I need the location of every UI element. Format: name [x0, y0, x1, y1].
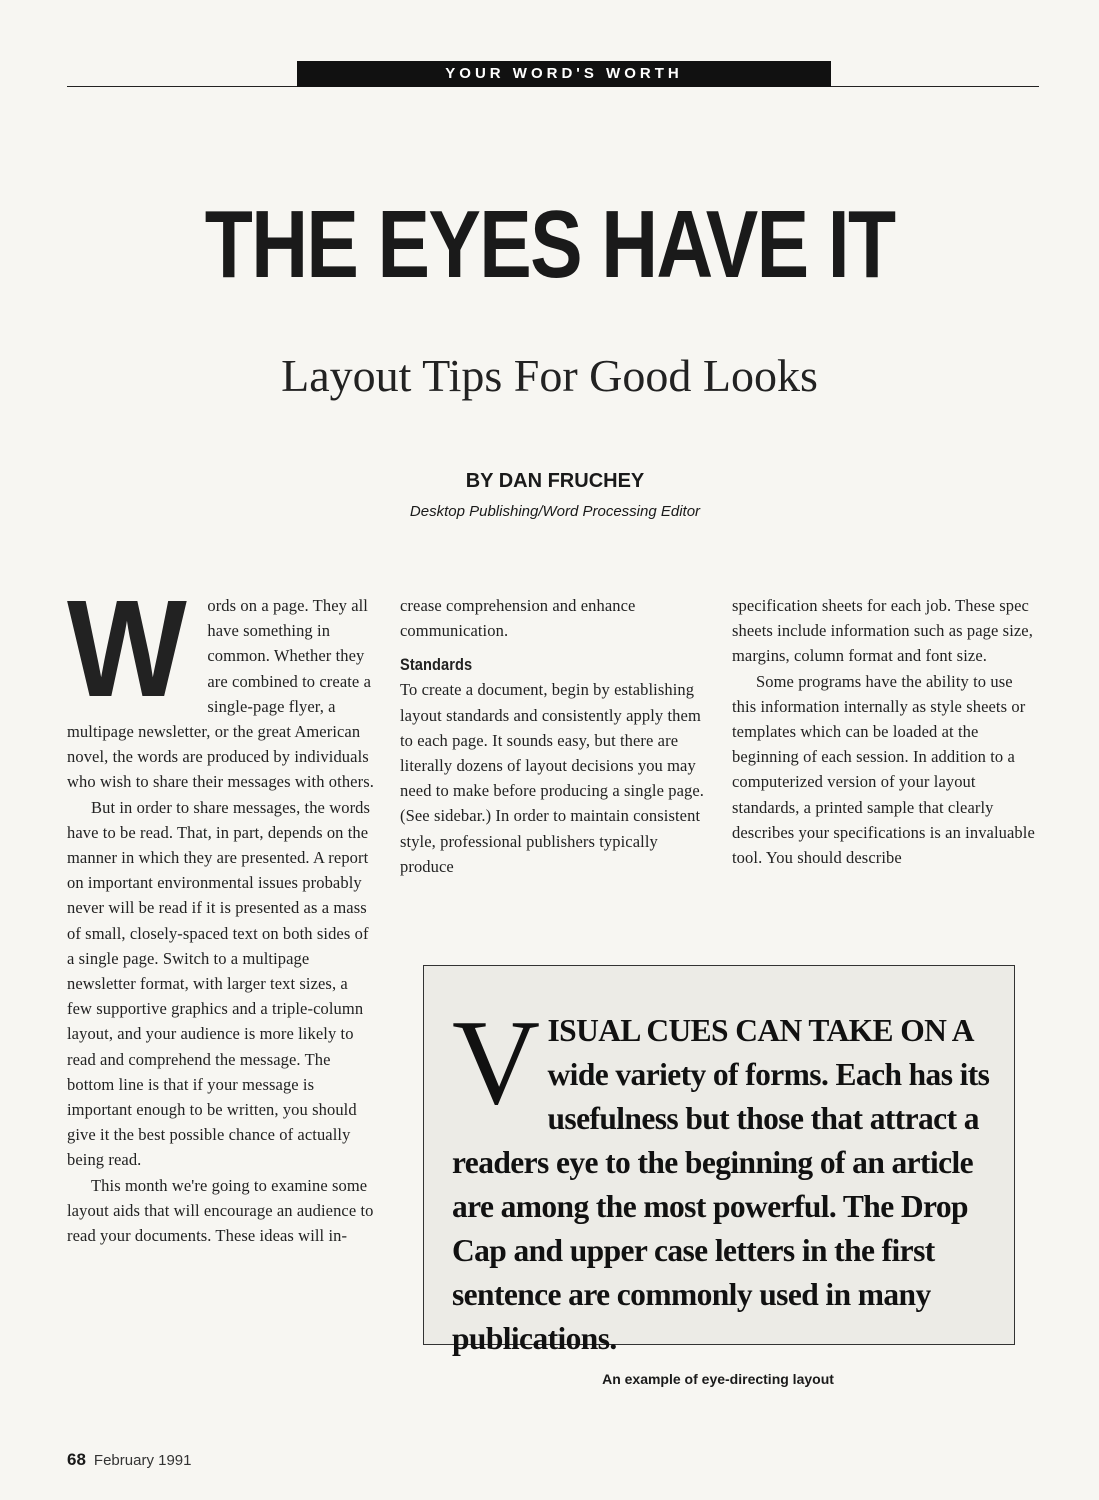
example-caption: An example of eye-directing layout [602, 1371, 834, 1387]
paragraph-5: Some programs have the ability to use this information internally as style sheets or templates which can be loaded at the beginning of each session. In addition to a computerized version of your layout standards, a printed sample that clearly describes your specifications is an invaluable tool. You should describe [732, 671, 1035, 868]
paragraph-1-text: ords on a page. They all have something in common. Whether they are combined to create a single-page flyer, a multipage newsletter, or the great American novel, the words are produced by individuals who wish to share their messages with others. [67, 596, 374, 792]
example-body-text: ISUAL CUES CAN TAKE ON A wide variety of forms. Each has its usefulness but those that attract a readers eye to the beginning of an article are among the most powerful. The Drop Cap and upper case letters in the first sentence are commonly used in many publications. [452, 1013, 990, 1356]
paragraph-1 [67, 572, 375, 795]
body-column-1 [67, 572, 375, 1248]
paragraph-2: But in order to share messages, the words have to be read. That, in part, depends on the manner in which they are presented. A report on important environmental issues probably never will be read if it is presented as a mass of small, closely-spaced text on both sides of a single page. Switch to a multipage newsletter format, with larger text sizes, a few supportive graphics and a triple-column layout, and your audience is more likely to read and comprehend the message. The bottom line is that if your message is important enough to be written, you should give it the best possible chance of actually being read. [67, 797, 371, 1170]
paragraph-4-part-1: To create a document, begin by establishing layout standards and consistently apply them to each page. It sounds easy, but there are literally dozens of layout decisions you may need to make before producing a single page. (See sidebar.) In order to maintain consistent style, professional publishers typically produce [400, 680, 705, 876]
folio [67, 1449, 191, 1472]
section-banner: YOUR WORD'S WORTH [297, 61, 831, 87]
paragraph-3-part-2: crease comprehension and enhance communication. [400, 596, 636, 641]
article-subhead: Layout Tips For Good Looks [281, 350, 818, 401]
article-headline: THE EYES HAVE IT [204, 191, 895, 298]
subheading-standards: Standards [400, 655, 473, 675]
body-column-3 [732, 593, 1038, 870]
author-title: Desktop Publishing/Word Processing Editor [409, 503, 701, 520]
body-column-2 [400, 593, 706, 879]
paragraph-3-part-1: This month we're going to examine some layout aids that will encourage an audience to read your documents. These ideas will in- [67, 1175, 374, 1246]
example-drop-cap: V [452, 995, 540, 1130]
drop-cap: W [67, 572, 187, 726]
byline: BY DAN FRUCHEY [465, 470, 645, 492]
page-number: 68 [67, 1450, 86, 1469]
issue-date: February 1991 [93, 1452, 192, 1469]
example-pull-text [452, 995, 1000, 1361]
paragraph-4-part-2: specification sheets for each job. These spec sheets include information such as page size, margins, column format and font size. [732, 596, 1033, 666]
